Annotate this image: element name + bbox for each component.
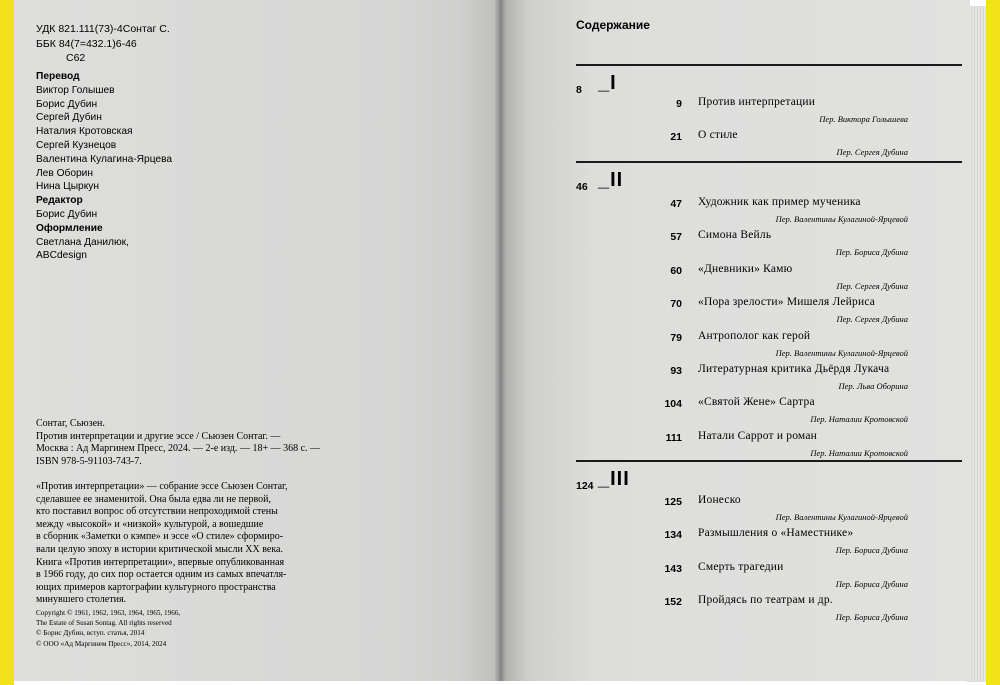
entry-page-number: 60 bbox=[670, 264, 682, 277]
entry-title: Размышления о «Наместнике» bbox=[698, 527, 854, 540]
entry-translator: Пер. Бориса Дубина bbox=[835, 545, 908, 556]
annotation-line: в 1966 году, до сих пор остается одним из самых впечатля- bbox=[36, 569, 287, 581]
entry-page-number: 47 bbox=[670, 198, 682, 210]
credit-heading: Редактор bbox=[36, 195, 83, 207]
bbk-code: ББК 84(7=432.1)6-46 bbox=[36, 37, 137, 50]
entry-page-number: 143 bbox=[664, 562, 682, 575]
annotation-line: минувшего столетия. bbox=[36, 594, 127, 606]
entry-title: Художник как пример мученика bbox=[698, 196, 861, 208]
credit-name: Борис Дубин bbox=[36, 98, 98, 110]
entry-translator: Пер. Сергея Дубина bbox=[836, 280, 908, 291]
annotation-line: сделавшее ее знаменитой. Она была едва ли не первой, bbox=[36, 493, 271, 505]
credit-heading: Перевод bbox=[36, 71, 80, 82]
credit-name: Наталия Кротовская bbox=[36, 126, 133, 138]
bibliographic-record bbox=[36, 418, 336, 468]
entry-title: Смерть трагедии bbox=[698, 560, 784, 573]
part-divider bbox=[576, 161, 962, 163]
entry-page-number: 70 bbox=[670, 298, 682, 311]
entry-translator: Пер. Бориса Дубина bbox=[835, 247, 908, 258]
credits-list bbox=[36, 70, 172, 263]
part-divider bbox=[576, 64, 962, 66]
entry-title: Против интерпретации bbox=[698, 96, 816, 108]
credit-name: ABCdesign bbox=[36, 250, 87, 262]
entry-translator: Пер. Наталии Кротовской bbox=[810, 414, 908, 425]
part-page-number: 8 bbox=[576, 84, 582, 96]
entry-translator: Пер. Сергея Дубина bbox=[836, 147, 908, 158]
copyright-line: Copyright © 1961, 1962, 1963, 1964, 1965, 1966, bbox=[36, 609, 181, 617]
entry-title: «Дневники» Камю bbox=[698, 262, 793, 275]
part-numeral: _I bbox=[598, 72, 617, 94]
credit-name: Борис Дубин bbox=[36, 208, 98, 220]
copyright-line: The Estate of Susan Sontag. All rights reserved bbox=[36, 619, 172, 628]
annotation bbox=[36, 481, 336, 607]
credit-name: Виктор Голышев bbox=[36, 84, 115, 96]
credit-name: Сергей Дубин bbox=[36, 112, 102, 124]
bibliography-line: Против интерпретации и другие эссе / Сьюзен Сонтаг. — bbox=[36, 430, 281, 442]
entry-title: Литературная критика Дьёрдя Лукача bbox=[698, 363, 890, 375]
annotation-line: между «высокой» и «низкой» культурой, а вошедшие bbox=[36, 518, 264, 530]
entry-page-number: 9 bbox=[676, 98, 682, 110]
part-divider bbox=[576, 460, 962, 462]
bibliography-line: ISBN 978-5-91103-743-7. bbox=[36, 455, 142, 467]
entry-title: Ионеско bbox=[698, 494, 741, 506]
copyright-line: © Борис Дубин, вступ. статья, 2014 bbox=[36, 629, 145, 638]
bibliography-line: Москва : Ад Маргинем Пресс, 2024. — 2-е изд. — 18+ — 368 с. — bbox=[36, 443, 321, 455]
entry-title: О стиле bbox=[698, 129, 738, 142]
copyright-line: © ООО «Ад Маргинем Пресс», 2014, 2024 bbox=[36, 639, 167, 648]
entry-translator: Пер. Льва Оборина bbox=[838, 381, 908, 391]
entry-translator: Пер. Виктора Голышева bbox=[819, 114, 908, 124]
toc-title: Содержание bbox=[576, 18, 650, 32]
entry-translator: Пер. Валентины Кулагиной-Ярцевой bbox=[775, 214, 908, 224]
book-spine-left bbox=[0, 0, 14, 685]
entry-page-number: 57 bbox=[670, 231, 682, 244]
entry-translator: Пер. Валентины Кулагиной-Ярцевой bbox=[775, 512, 908, 522]
annotation-line: ющих примеров картографии культурного пространства bbox=[36, 581, 276, 593]
book-gutter bbox=[494, 0, 506, 681]
bibliography-line: Сонтаг, Сьюзен. bbox=[36, 418, 105, 429]
entry-title: «Святой Жене» Сартра bbox=[698, 396, 815, 409]
copyright-block bbox=[36, 608, 180, 649]
annotation-line: в сборник «Заметки о кэмпе» и эссе «О стиле» сформиро- bbox=[36, 531, 284, 543]
book-spine-right bbox=[986, 0, 1000, 685]
entry-page-number: 21 bbox=[670, 131, 682, 144]
part-page-number: 46 bbox=[576, 181, 588, 193]
annotation-line: вали целую эпоху в истории критической мысли XX века. bbox=[36, 543, 283, 555]
annotation-line: Книга «Против интерпретации», впервые опубликованная bbox=[36, 556, 285, 568]
entry-page-number: 125 bbox=[664, 496, 682, 508]
entry-title: Симона Вейль bbox=[698, 229, 772, 242]
catalog-codes bbox=[36, 22, 170, 66]
part-page-number: 124 bbox=[576, 480, 594, 492]
entry-translator: Пер. Наталии Кротовской bbox=[810, 447, 908, 458]
udk-code: УДК 821.111(73)-4Сонтаг С. bbox=[36, 23, 170, 35]
part-numeral: _II bbox=[598, 169, 624, 191]
entry-page-number: 111 bbox=[665, 431, 682, 444]
credit-name: Лев Оборин bbox=[36, 167, 94, 179]
credit-name: Валентина Кулагина-Ярцева bbox=[36, 153, 173, 165]
credit-name: Светлана Данилюк, bbox=[36, 236, 129, 248]
entry-translator: Пер. Валентины Кулагиной-Ярцевой bbox=[775, 347, 908, 358]
credit-name: Сергей Кузнецов bbox=[36, 139, 117, 151]
author-mark: С62 bbox=[66, 52, 86, 64]
entry-title: «Пора зрелости» Мишеля Лейриса bbox=[698, 296, 876, 309]
entry-translator: Пер. Сергея Дубина bbox=[836, 314, 908, 325]
part-numeral: _III bbox=[598, 468, 630, 490]
entry-page-number: 104 bbox=[664, 398, 682, 411]
entry-translator: Пер. Бориса Дубина bbox=[835, 578, 908, 589]
entry-translator: Пер. Бориса Дубина bbox=[835, 612, 908, 623]
annotation-line: «Против интерпретации» — собрание эссе Сьюзен Сонтаг, bbox=[36, 481, 288, 492]
entry-page-number: 79 bbox=[670, 331, 682, 344]
entry-title: Натали Саррот и роман bbox=[698, 429, 817, 442]
entry-page-number: 134 bbox=[664, 529, 682, 542]
annotation-line: кто поставил вопрос об отсутствии непроходимой стены bbox=[36, 506, 278, 518]
entry-title: Антрополог как герой bbox=[698, 329, 811, 342]
entry-page-number: 152 bbox=[664, 596, 682, 609]
entry-page-number: 93 bbox=[670, 365, 682, 377]
credit-name: Нина Цыркун bbox=[36, 181, 99, 193]
credit-heading: Оформление bbox=[36, 222, 103, 234]
entry-title: Пройдясь по театрам и др. bbox=[698, 594, 833, 607]
